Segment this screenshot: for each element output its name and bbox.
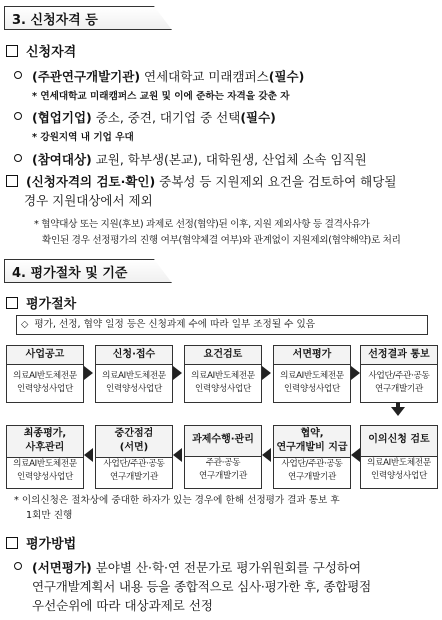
procedure-heading: 평가절차 bbox=[6, 293, 76, 312]
arrow-right-icon bbox=[262, 366, 271, 380]
section4-title: 4. 평가절차 및 기준 bbox=[12, 266, 128, 281]
arrow-left-icon bbox=[84, 448, 93, 462]
flow-step-project-management: 과제수행·관리 주관·공동 연구개발기관 bbox=[184, 425, 262, 489]
eligibility-item-lead-org: (주관연구개발기관) 연세대학교 미래캠퍼스(필수) bbox=[14, 67, 304, 85]
eligibility-review-note-2: 확인된 경우 선정평가의 진행 여부(협약체결 여부)와 관계없이 지원제외(협약해약)로 처리 bbox=[42, 235, 401, 246]
square-bullet-icon bbox=[6, 537, 18, 549]
arrow-right-icon bbox=[351, 366, 360, 380]
arrow-left-icon bbox=[262, 448, 271, 462]
flow-note-1: * 이의신청은 절차상에 중대한 하자가 있는 경우에 한해 선정평가 결과 통보 후 bbox=[14, 495, 340, 506]
eligibility-item-participants: (참여대상) 교원, 학부생(본교), 대학원생, 산업체 소속 임직원 bbox=[14, 150, 367, 168]
arrow-left-icon bbox=[173, 448, 182, 462]
method-written-evaluation: (서면평가) 분야별 산·학·연 전문가로 평가위원회를 구성하여 bbox=[14, 558, 361, 576]
method-heading: 평가방법 bbox=[6, 533, 76, 552]
eligibility-review: (신청자격의 검토·확인) 중복성 등 지원제외 요건을 검토하여 해당될 bbox=[6, 172, 396, 190]
circle-bullet-icon bbox=[14, 112, 22, 120]
arrow-right-icon bbox=[84, 366, 93, 380]
schedule-notice-text: 평가, 선정, 협약 일정 등은 신청과제 수에 따라 일부 조정될 수 있음 bbox=[34, 319, 315, 330]
flow-step-written-evaluation: 서면평가 의료AI반도체전문 인력양성사업단 bbox=[273, 345, 351, 403]
eligibility-heading: 신청자격 bbox=[6, 41, 76, 60]
flow-step-application: 신청·접수 의료AI반도체전문 인력양성사업단 bbox=[95, 345, 173, 403]
flow-step-announcement: 사업공고 의료AI반도체전문 인력양성사업단 bbox=[6, 345, 84, 403]
circle-bullet-icon bbox=[14, 154, 22, 162]
flow-step-result-notification: 선정결과 통보 사업단/주관·공동 연구개발기관 bbox=[360, 345, 438, 403]
circle-bullet-icon bbox=[14, 71, 22, 79]
eligibility-review-cont: 경우 지원대상에서 제외 bbox=[24, 193, 153, 208]
eligibility-review-note-1: * 협약대상 또는 지원(후보) 과제로 선정(협약)된 이후, 지원 제외사항 등 결격사유가 bbox=[34, 219, 370, 230]
flow-step-agreement-funding: 협약, 연구개발비 지급 사업단/주관·공동 연구개발기관 bbox=[273, 425, 351, 489]
method-written-evaluation-cont-2: 우선순위에 따라 대상과제로 선정 bbox=[32, 598, 213, 613]
eligibility-note-lead-org: * 연세대학교 미래캠퍼스 교원 및 이에 준하는 자격을 갖춘 자 bbox=[32, 91, 290, 102]
flow-step-requirement-review: 요건검토 의료AI반도체전문 인력양성사업단 bbox=[184, 345, 262, 403]
arrow-down-icon bbox=[391, 407, 405, 416]
arrow-left-icon bbox=[351, 448, 360, 462]
square-bullet-icon bbox=[6, 45, 18, 57]
flow-step-objection-review: 이의신청 검토 의료AI반도체전문 인력양성사업단 bbox=[360, 425, 438, 489]
flow-note-2: 1회만 진행 bbox=[26, 510, 73, 521]
method-written-evaluation-cont-1: 연구개발계획서 내용 등을 종합적으로 심사·평가한 후, 종합평점 bbox=[32, 579, 371, 594]
flow-step-final-evaluation: 최종평가, 사후관리 의료AI반도체전문 인력양성사업단 bbox=[6, 425, 84, 489]
flow-step-interim-check: 중간점검 (서면) 사업단/주관·공동 연구개발기관 bbox=[95, 425, 173, 489]
diamond-icon: ◇ bbox=[21, 319, 29, 330]
square-bullet-icon bbox=[6, 297, 18, 309]
eligibility-note-partner: * 강원지역 내 기업 우대 bbox=[32, 132, 134, 143]
schedule-notice-box bbox=[16, 315, 428, 335]
circle-bullet-icon bbox=[14, 562, 22, 570]
section3-title: 3. 신청자격 등 bbox=[12, 13, 98, 28]
eligibility-item-partner: (협업기업) 중소, 중견, 대기업 중 선택(필수) bbox=[14, 108, 276, 126]
square-bullet-icon bbox=[6, 175, 18, 187]
arrow-right-icon bbox=[173, 366, 182, 380]
